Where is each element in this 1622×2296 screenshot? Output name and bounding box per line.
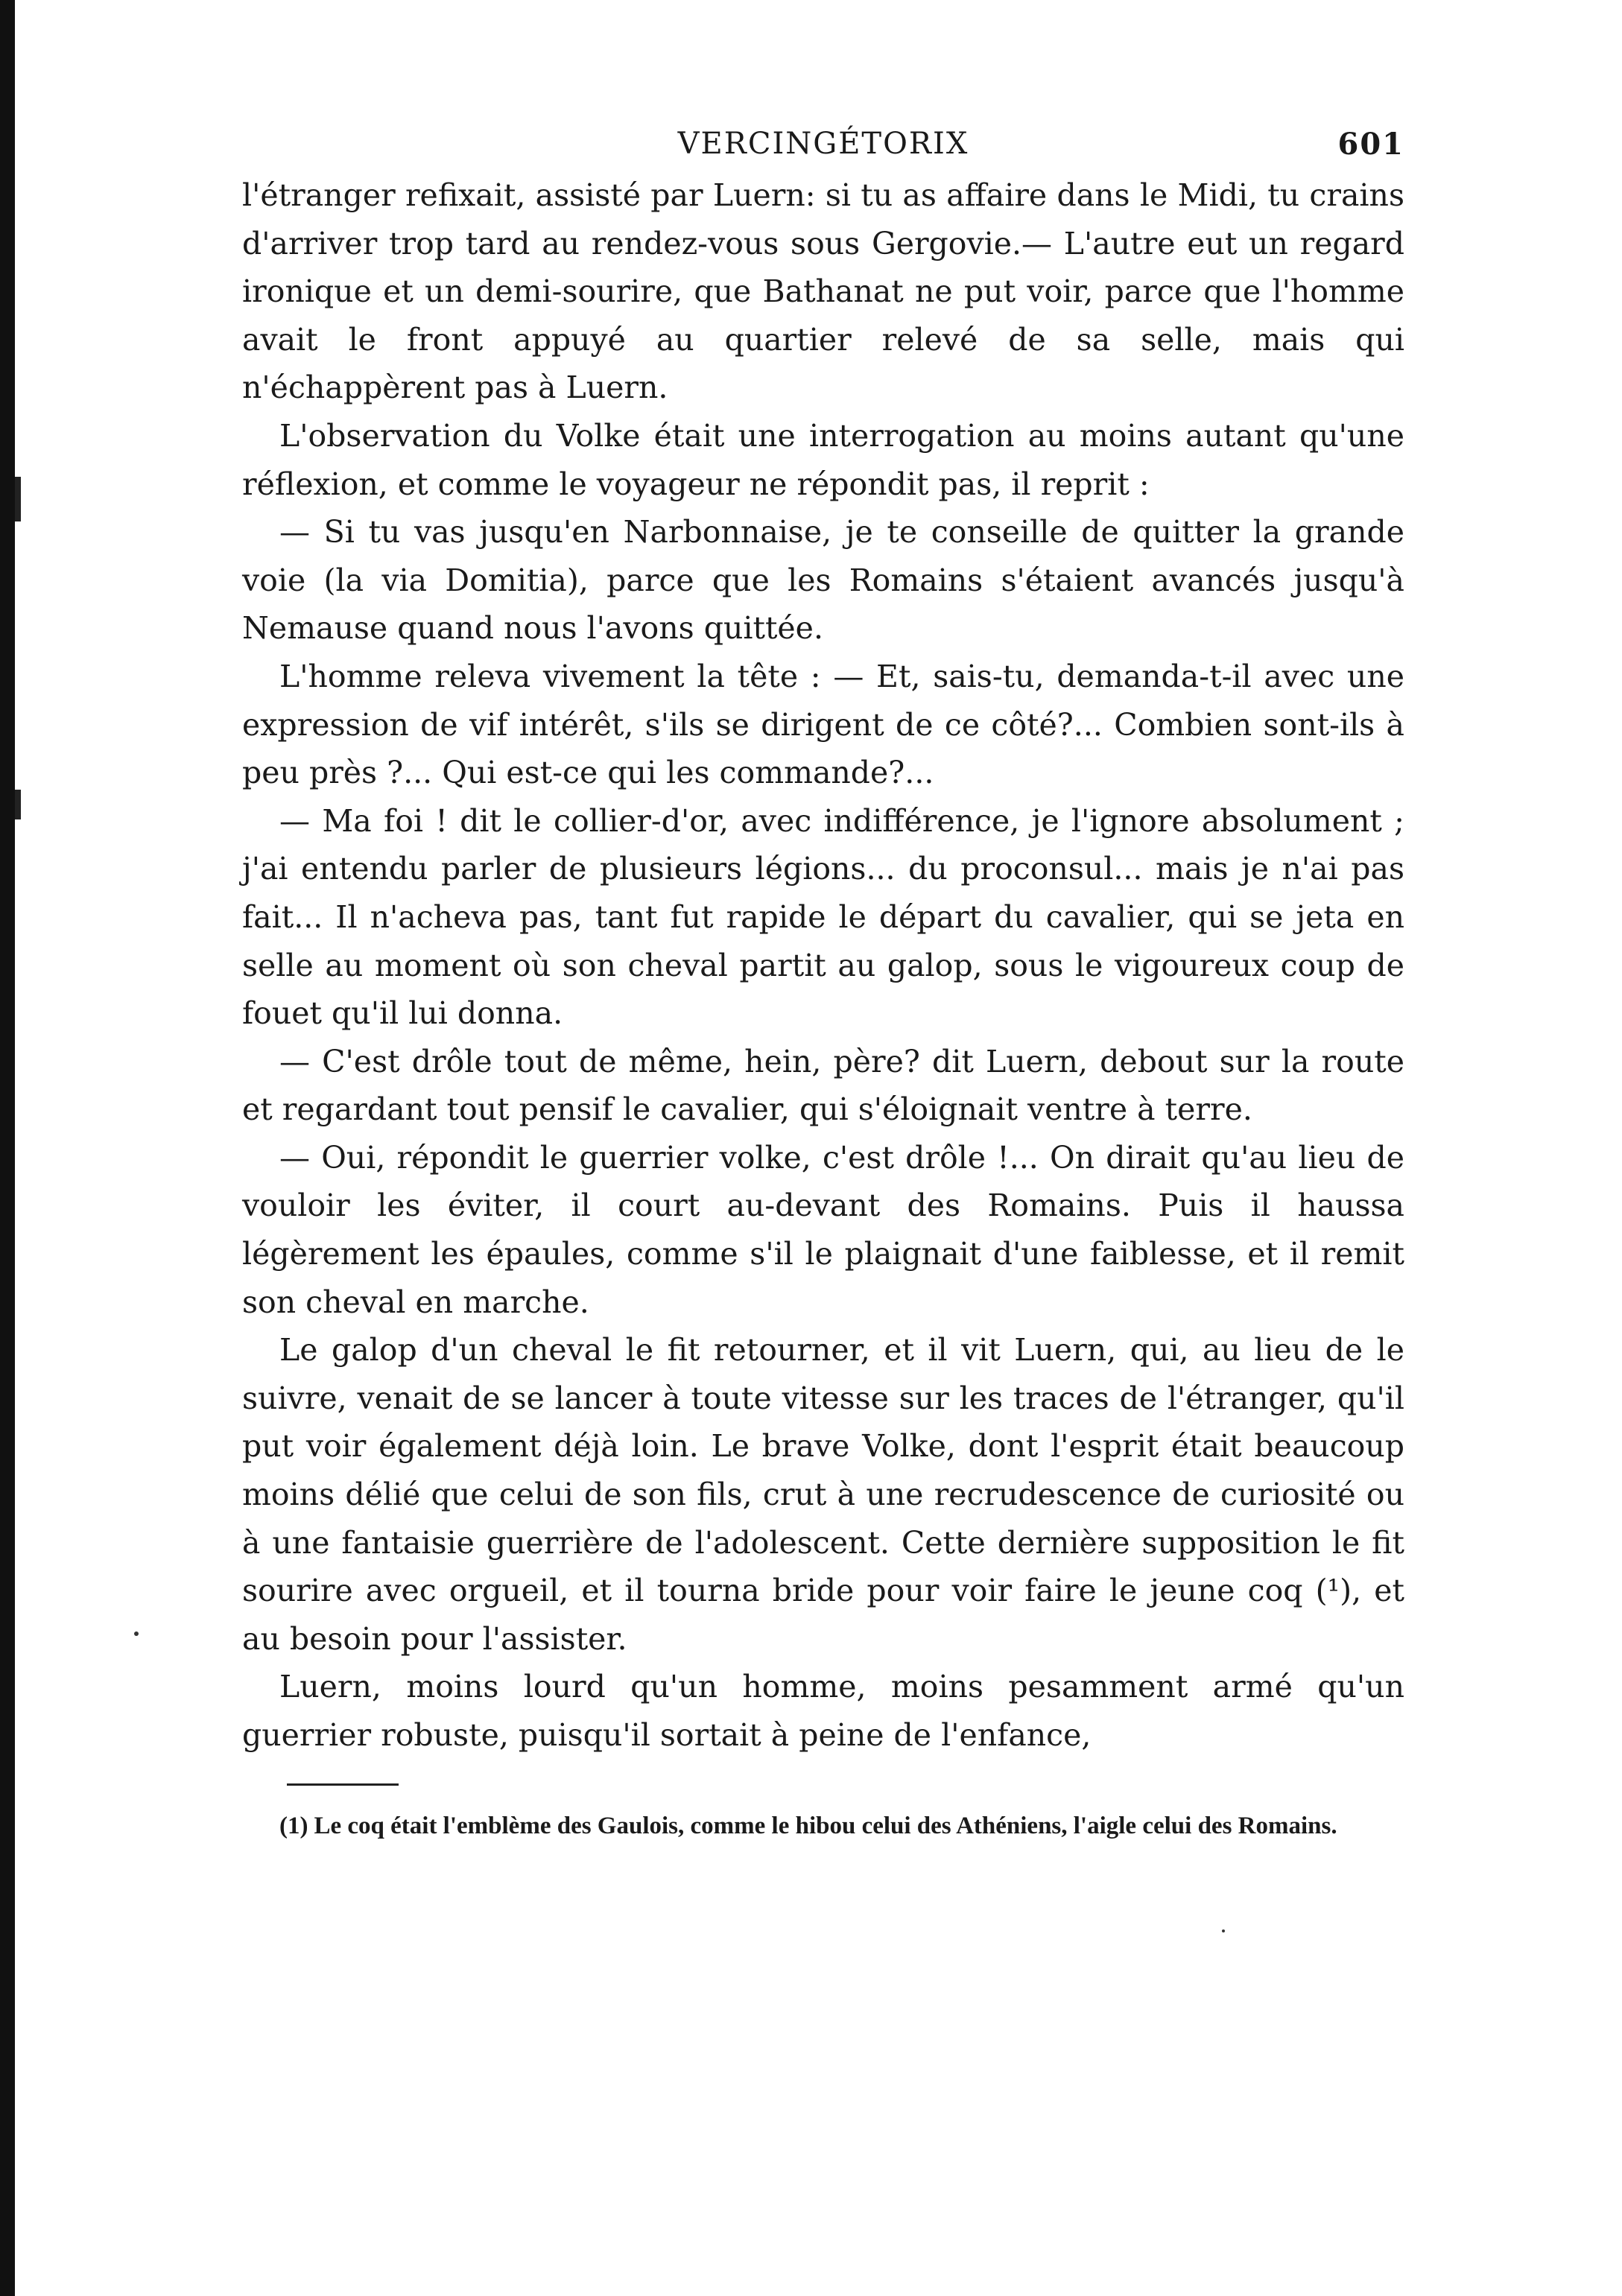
- paragraph: Luern, moins lourd qu'un homme, moins pesamment armé qu'un guerrier robuste, puisqu'il sortait à peine de l'enfance,: [242, 1669, 1404, 1753]
- paragraph: Le galop d'un cheval le fit retourner, et il vit Luern, qui, au lieu de le suivre, venait de se lancer à toute vitesse sur les traces de l'étranger, qu'il put voir également déjà loin. Le brave Volke, dont l'esprit était beaucoup moins délié que celui de son fils, crut à une recrudescence de curiosité ou à une fantaisie guerrière de l'adolescent. Cette dernière supposition le fit sourire avec orgueil, et il tourna bride pour voir faire le jeune coq (¹), et au besoin pour l'assister.: [242, 1332, 1404, 1657]
- stray-mark: [134, 1631, 139, 1636]
- body-text: [242, 171, 1404, 1760]
- page-number: 601: [1337, 127, 1404, 162]
- paragraph: — C'est drôle tout de même, hein, père? dit Luern, debout sur la route et regardant tout pensif le cavalier, qui s'éloignait ventre à terre.: [242, 1043, 1404, 1128]
- paragraph: — Si tu vas jusqu'en Narbonnaise, je te conseille de quitter la grande voie (la via Domitia), parce que les Romains s'étaient avancés jusqu'à Nemause quand nous l'avons quittée.: [242, 514, 1404, 647]
- footnote-text: Le coq était l'emblème des Gaulois, comme le hibou celui des Athéniens, l'aigle celui des Romains.: [314, 1812, 1337, 1839]
- paragraph: — Ma foi ! dit le collier-d'or, avec indifférence, je l'ignore absolument ; j'ai entendu parler de plusieurs légions... du proconsul... mais je n'ai pas fait... Il n'acheva pas, tant fut rapide le départ du cavalier, qui se jeta en selle au moment où son cheval partit au galop, sous le vigoureux coup de fouet qu'il lui donna.: [242, 802, 1404, 1032]
- running-title: VERCINGÉTORIX: [677, 127, 969, 161]
- book-spine-shadow: [0, 0, 15, 2296]
- paragraph: L'homme releva vivement la tête : — Et, sais-tu, demanda-t-il avec une expression de vif intérêt, s'ils se dirigent de ce côté?... Combien sont-ils à peu près ?... Qui est-ce qui les commande?...: [242, 658, 1404, 791]
- page: [242, 119, 1404, 1845]
- spine-speck: [15, 790, 21, 819]
- running-header: [242, 119, 1404, 171]
- paragraph: L'observation du Volke était une interrogation au moins autant qu'une réflexion, et comme le voyageur ne répondit pas, il reprit :: [242, 417, 1404, 502]
- spine-speck: [15, 477, 21, 521]
- footnote-marker: (1): [279, 1812, 308, 1839]
- footnote: [242, 1807, 1404, 1845]
- paragraph: — Oui, répondit le guerrier volke, c'est drôle !... On dirait qu'au lieu de vouloir les éviter, il court au-devant des Romains. Puis il haussa légèrement les épaules, comme s'il le plaignait d'une faiblesse, et il remit son cheval en marche.: [242, 1139, 1404, 1320]
- footnote-separator: [287, 1783, 399, 1786]
- stray-mark: [1222, 1929, 1225, 1932]
- paragraph: l'étranger refixait, assisté par Luern: si tu as affaire dans le Midi, tu crains d'arriver trop tard au rendez-vous sous Gergovie.— L'autre eut un regard ironique et un demi-sourire, que Bathanat ne put voir, parce que l'homme avait le front appuyé au quartier relevé de sa selle, mais qui n'échappèrent pas à Luern.: [242, 177, 1404, 406]
